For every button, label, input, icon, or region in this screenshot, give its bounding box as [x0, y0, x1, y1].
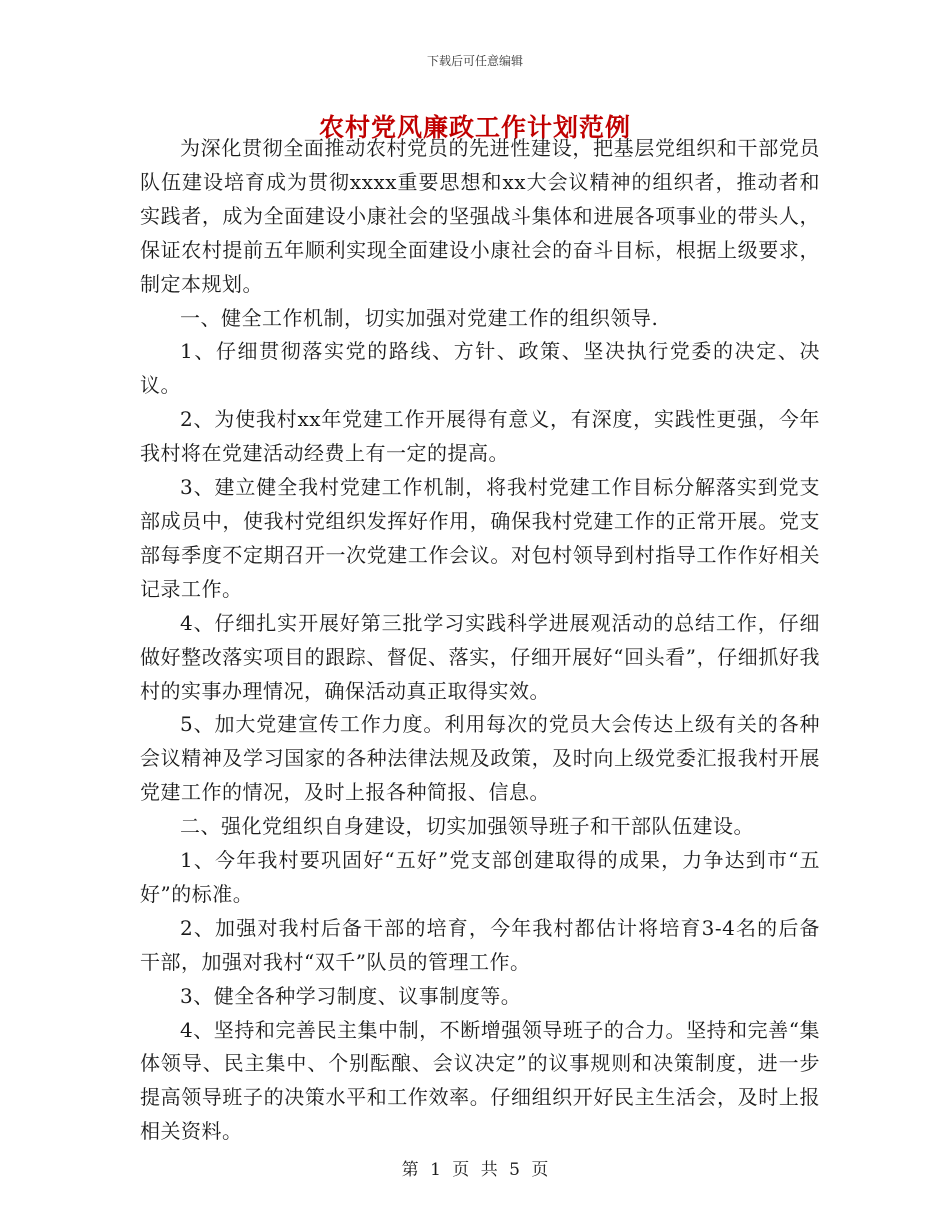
paragraph-1-3: 3、建立健全我村党建工作机制，将我村党建工作目标分解落实到党支部成员中，使我村党组织发挥好作用，确保我村党建工作的正常开展。党支部每季度不定期召开一次党建工作会议。对包村领导到村指导工作作好相关记录工作。	[140, 475, 820, 601]
paragraph-1-4: 4、仔细扎实开展好第三批学习实践科学进展观活动的总结工作，仔细做好整改落实项目的跟踪、督促、落实，仔细开展好“回头看”，仔细抓好我村的实事办理情况，确保活动真正取得实效。	[140, 610, 820, 703]
paragraph-1-1: 1、仔细贯彻落实党的路线、方针、政策、坚决执行党委的决定、决议。	[140, 339, 820, 398]
paragraph-2-3: 3、健全各种学习制度、议事制度等。	[180, 983, 522, 1008]
section-heading-1: 一、健全工作机制，切实加强对党建工作的组织领导.	[180, 305, 659, 330]
page-header-note: 下载后可任意编辑	[426, 54, 523, 68]
paragraph-1-5: 5、加大党建宣传工作力度。利用每次的党员大会传达上级有关的各种会议精神及学习国家的各种法律法规及政策，及时向上级党委汇报我村开展党建工作的情况，及时上报各种简报、信息。	[140, 712, 820, 805]
page-number-footer: 第 1 页 共 5 页	[401, 1160, 549, 1180]
paragraph-2-2: 2、加强对我村后备干部的培育，今年我村都估计将培育3-4名的后备干部，加强对我村“双千”队员的管理工作。	[140, 915, 820, 974]
paragraph-2-4: 4、坚持和完善民主集中制，不断增强领导班子的合力。坚持和完善“集体领导、民主集中、个别酝酿、会议决定”的议事规则和决策制度，进一步提高领导班子的决策水平和工作效率。仔细组织开好民主生活会，及时上报相关资料。	[140, 1017, 820, 1144]
paragraph-2-1: 1、今年我村要巩固好“五好”党支部创建取得的成果，力争达到市“五好”的标准。	[140, 848, 820, 906]
section-heading-2: 二、强化党组织自身建设，切实加强领导班子和干部队伍建设。	[180, 814, 754, 839]
paragraph-1-2: 2、为使我村xx年党建工作开展得有意义，有深度，实践性更强，今年我村将在党建活动经费上有一定的提高。	[140, 407, 820, 466]
document-body	[140, 132, 820, 1149]
paragraph-intro: 为深化贯彻全面推动农村党员的先进性建设，把基层党组织和干部党员队伍建设培育成为贯彻xxxx重要思想和xx大会议精神的组织者，推动者和实践者，成为全面建设小康社会的坚强战斗集体和进展各项事业的带头人，保证农村提前五年顺利实现全面建设小康社会的奋斗目标，根据上级要求，制定本规划。	[140, 136, 820, 296]
document-title: 农村党风廉政工作计划范例	[318, 113, 631, 142]
